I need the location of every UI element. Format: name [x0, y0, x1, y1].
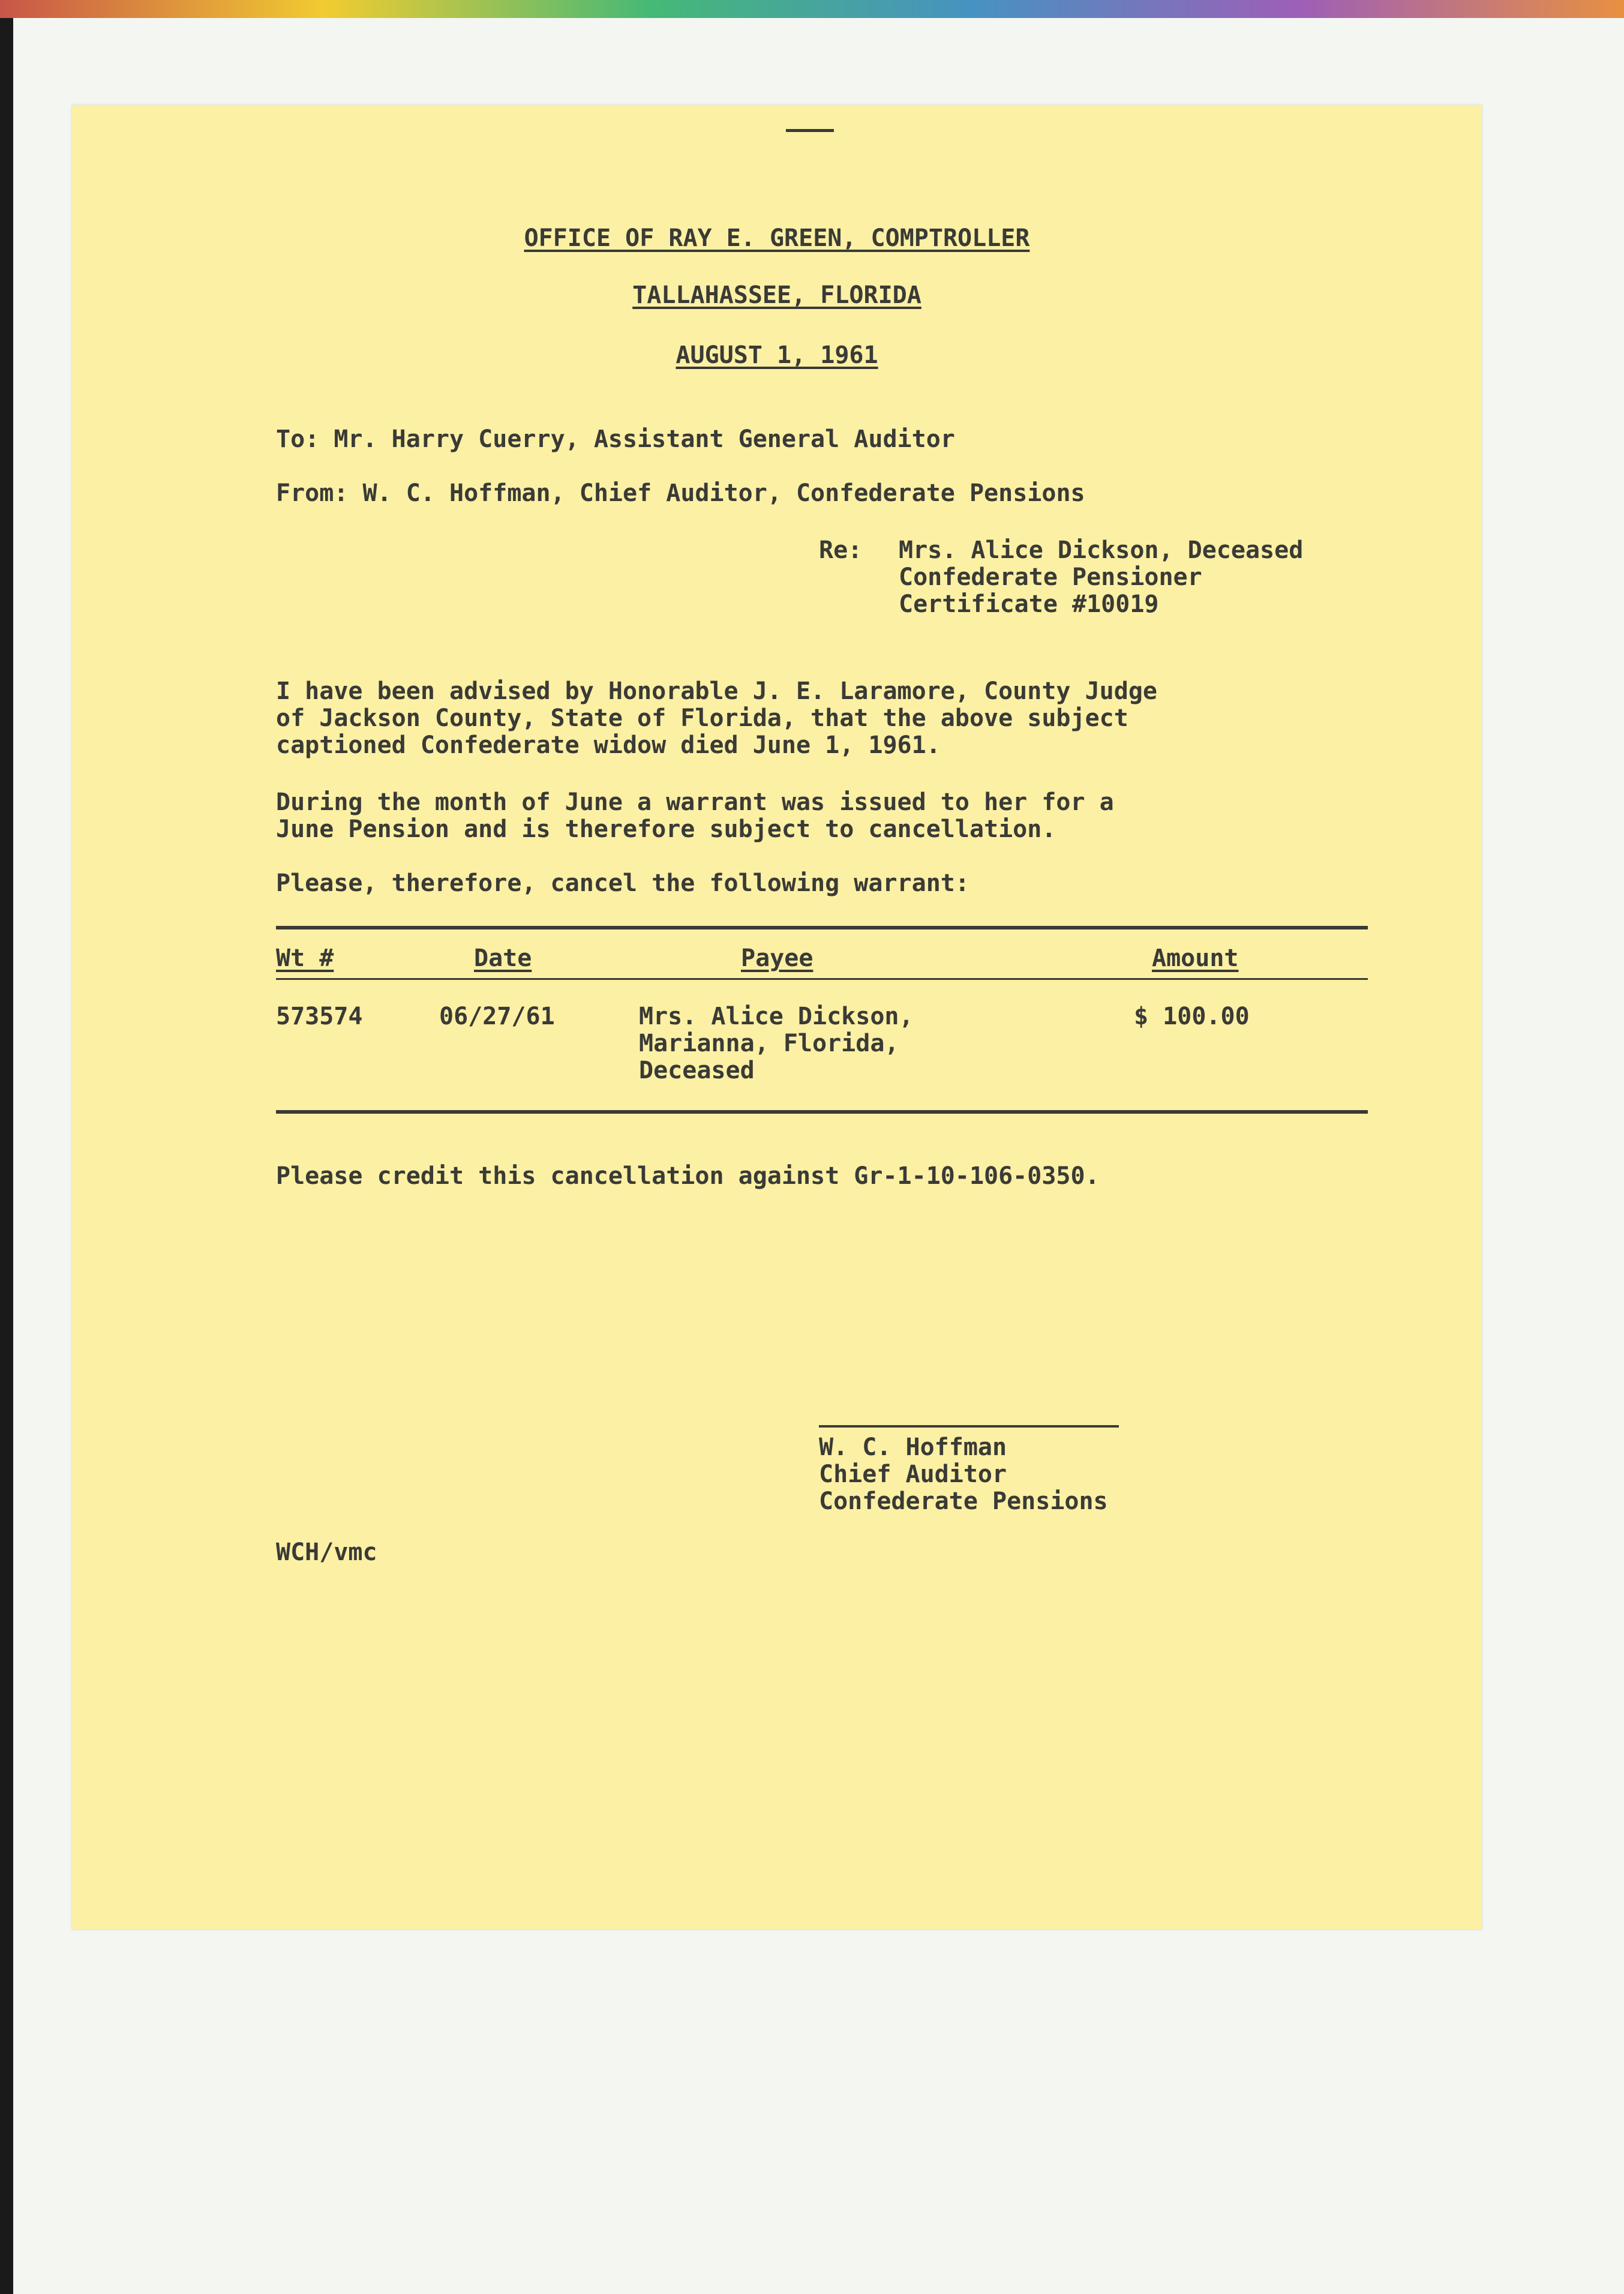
- to-label: To:: [276, 425, 320, 453]
- to-line: [276, 426, 955, 453]
- p1-line-2: of Jackson County, State of Florida, that the above subject: [276, 704, 1128, 732]
- top-mark: [786, 129, 834, 132]
- table-bottom-rule: [276, 1110, 1368, 1114]
- scan-edge-left: [0, 18, 13, 2294]
- signature-line: [819, 1425, 1119, 1428]
- cell-date: 06/27/61: [439, 1003, 555, 1030]
- re-label: Re:: [819, 536, 863, 564]
- cell-payee-3: Deceased: [639, 1057, 755, 1084]
- p1-line-3: captioned Confederate widow died June 1, 1961.: [276, 731, 941, 759]
- re-line-3: Certificate #10019: [899, 590, 1159, 618]
- header-payee: Payee: [741, 944, 813, 972]
- re-line-2: Confederate Pensioner: [899, 563, 1202, 591]
- header-amount: Amount: [1152, 944, 1239, 972]
- signature-dept: Confederate Pensions: [819, 1488, 1108, 1515]
- cell-wt: 573574: [276, 1003, 363, 1030]
- office-heading: OFFICE OF RAY E. GREEN, COMPTROLLER: [524, 224, 1030, 252]
- re-line-1: Mrs. Alice Dickson, Deceased: [899, 536, 1304, 564]
- table-top-rule: [276, 926, 1368, 929]
- from-label: From:: [276, 479, 349, 507]
- from-value: W. C. Hoffman, Chief Auditor, Confederate Pensions: [362, 479, 1085, 507]
- cell-amount: $ 100.00: [1134, 1003, 1250, 1030]
- from-line: [276, 480, 1085, 507]
- date-heading: AUGUST 1, 1961: [676, 341, 878, 369]
- cell-payee-1: Mrs. Alice Dickson,: [639, 1003, 914, 1030]
- typist-initials: WCH/vmc: [276, 1539, 377, 1566]
- memo-sheet: [72, 105, 1482, 1929]
- p3-line: Please, therefore, cancel the following warrant:: [276, 869, 969, 897]
- signature-name: W. C. Hoffman: [819, 1434, 1007, 1461]
- cell-payee-2: Marianna, Florida,: [639, 1030, 899, 1057]
- credit-line: Please credit this cancellation against Gr-1-10-106-0350.: [276, 1162, 1100, 1190]
- to-value: Mr. Harry Cuerry, Assistant General Auditor: [334, 425, 955, 453]
- header-wt: Wt #: [276, 944, 334, 972]
- scan-edge-top: [0, 0, 1624, 18]
- p2-line-1: During the month of June a warrant was issued to her for a: [276, 788, 1114, 816]
- header-underline: [276, 978, 1368, 980]
- signature-title: Chief Auditor: [819, 1461, 1007, 1488]
- p2-line-2: June Pension and is therefore subject to cancellation.: [276, 815, 1056, 843]
- header-date: Date: [474, 944, 532, 972]
- city-heading: TALLAHASSEE, FLORIDA: [632, 281, 921, 309]
- p1-line-1: I have been advised by Honorable J. E. Laramore, County Judge: [276, 677, 1158, 705]
